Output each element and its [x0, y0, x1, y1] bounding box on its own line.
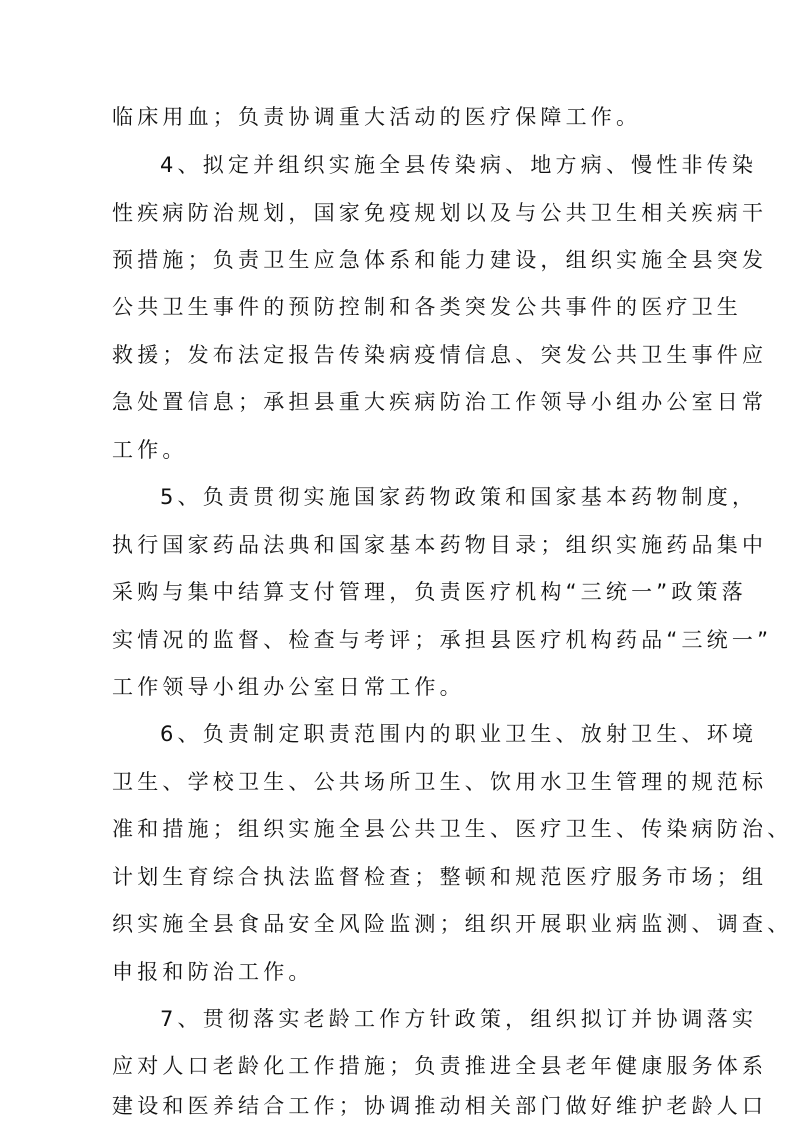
text-line: 实情况的监督、检查与考评；承担县医疗机构药品“三统一” — [112, 628, 773, 652]
text-line: 应对人口老龄化工作措施；负责推进全县老年健康服务体系 — [112, 1054, 768, 1078]
text-line: 救援；发布法定报告传染病疫情信息、突发公共卫生事件应 — [112, 343, 768, 367]
text-line: 急处置信息；承担县重大疾病防治工作领导小组办公室日常 — [112, 390, 768, 414]
text-line: 执行国家药品法典和国家基本药物目录；组织实施药品集中 — [112, 533, 768, 557]
text-line: 性疾病防治规划，国家免疫规划以及与公共卫生相关疾病干 — [112, 201, 768, 225]
paragraph-4-heading-line: 4、拟定并组织实施全县传染病、地方病、慢性非传染 — [160, 153, 758, 177]
text-line: 工作。 — [112, 438, 188, 462]
paragraph-5-heading-line: 5、负责贯彻实施国家药物政策和国家基本药物制度， — [160, 485, 758, 509]
text-line: 临床用血；负责协调重大活动的医疗保障工作。 — [112, 105, 642, 129]
text-line: 准和措施；组织实施全县公共卫生、医疗卫生、传染病防治、 — [112, 817, 793, 841]
text-line: 卫生、学校卫生、公共场所卫生、饮用水卫生管理的规范标 — [112, 770, 768, 794]
text-line: 公共卫生事件的预防控制和各类突发公共事件的医疗卫生 — [112, 295, 742, 319]
text-line: 预措施；负责卫生应急体系和能力建设，组织实施全县突发 — [112, 248, 768, 272]
text-line: 建设和医养结合工作；协调推动相关部门做好维护老龄人口 — [112, 1094, 768, 1118]
text-line: 计划生育综合执法监督检查；整顿和规范医疗服务市场；组 — [112, 865, 768, 889]
paragraph-6-heading-line: 6、负责制定职责范围内的职业卫生、放射卫生、环境 — [160, 722, 758, 746]
text-line: 工作领导小组办公室日常工作。 — [112, 675, 465, 699]
text-line: 申报和防治工作。 — [112, 960, 314, 984]
text-line: 采购与集中结算支付管理，负责医疗机构“三统一”政策落 — [112, 580, 747, 604]
text-line: 织实施全县食品安全风险监测；组织开展职业病监测、调查、 — [112, 912, 793, 936]
paragraph-7-heading-line: 7、贯彻落实老龄工作方针政策，组织拟订并协调落实 — [160, 1007, 758, 1031]
